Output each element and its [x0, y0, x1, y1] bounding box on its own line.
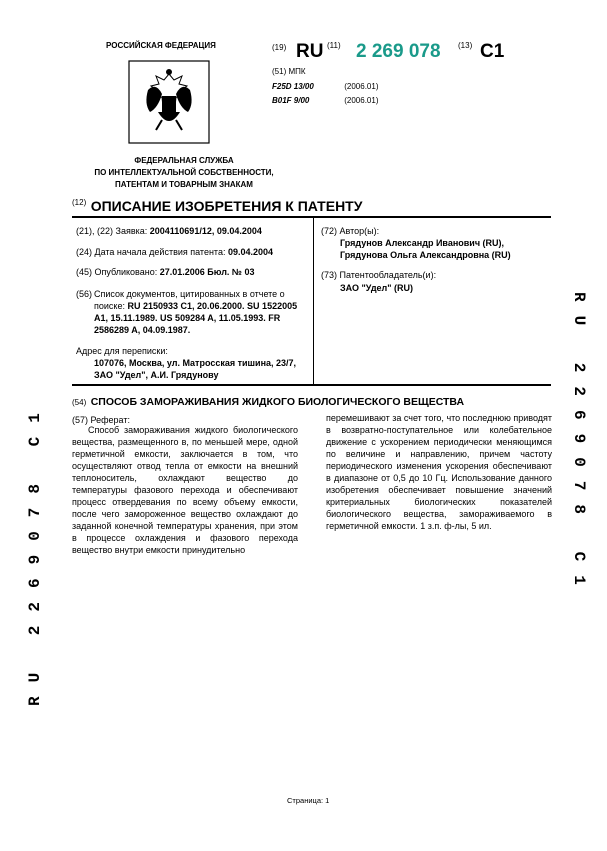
patent-number: 2 269 078 [356, 41, 441, 62]
ipc-label: (51) МПК [272, 67, 306, 76]
field-45-value: 27.01.2006 Бюл. № 03 [159, 267, 255, 277]
invention-title: СПОСОБ ЗАМОРАЖИВАНИЯ ЖИДКОГО БИОЛОГИЧЕСКОГО ВЕЩЕСТВА [90, 396, 465, 408]
field-24 [76, 246, 273, 258]
abstract-left-column: Способ замораживания жидкого биологического вещества, размещенного в, по меньшей мере, одной герметичной емкости, заключается в том, что осуществляют отвод тепла от емкости на внешний теплоноситель, охлаждают вещество до температуры фазового перехода и обеспечивают процесс отвердевания по всему объему емкости, после чего замороженное вещество охлаждают до заданной конечной температуры хранения, при этом в процессе охлаждения и фазового перехода вещество внутри емкости принудительно [72, 425, 298, 555]
field-24-label: (24) Дата начала действия патента: [76, 247, 226, 257]
agency-name [62, 155, 306, 191]
ipc-row-1 [272, 82, 378, 91]
inventor-2: Грядунова Ольга Александровна (RU) [340, 250, 511, 260]
title-divider [72, 216, 551, 218]
biblio-bottom-divider [72, 384, 551, 386]
column-divider [313, 217, 314, 384]
field-56-references: RU 2150933 C1, 20.06.2000. SU 1522005 A1, 15.11.1989. US 509284 A, 11.05.1993. FR 2586289 A, 04.09.1987. [94, 301, 298, 335]
kind-code: C1 [480, 41, 505, 62]
ipc-row-2 [272, 96, 378, 105]
invention-title-row [72, 392, 464, 410]
ipc-version-1: (2006.01) [344, 82, 379, 91]
code-54: (54) [72, 398, 87, 407]
agency-line-2: ПО ИНТЕЛЛЕКТУАЛЬНОЙ СОБСТВЕННОСТИ, [94, 168, 274, 177]
field-56-label: Список документов, цитированных в отчете о поиске: [94, 289, 285, 311]
document-title: ОПИСАНИЕ ИЗОБРЕТЕНИЯ К ПАТЕНТУ [90, 198, 363, 214]
state-emblem [128, 60, 210, 144]
address-line-1: 107076, Москва, ул. Матросская тишина, 23/7, [94, 358, 297, 368]
code-11: (11) [327, 41, 341, 50]
abstract-label: (57) Реферат: [72, 415, 130, 425]
field-21-label: (21), (22) Заявка: [76, 226, 148, 236]
agency-line-1: ФЕДЕРАЛЬНАЯ СЛУЖБА [134, 156, 234, 165]
ipc-class-2: B01F 9/00 [272, 96, 310, 105]
inventor-1: Грядунов Александр Иванович (RU), [340, 238, 505, 248]
agency-line-3: ПАТЕНТАМ И ТОВАРНЫМ ЗНАКАМ [115, 180, 253, 189]
address-label: Адрес для переписки: [76, 346, 168, 356]
field-21-value: 2004110691/12, 09.04.2004 [149, 226, 262, 236]
address-line-2: ЗАО "Удел", А.И. Грядунову [94, 370, 219, 380]
patent-holder: ЗАО "Удел" (RU) [340, 283, 414, 293]
field-56-code: (56) [76, 289, 93, 299]
country-code: RU [296, 41, 324, 62]
ipc-version-2: (2006.01) [344, 96, 379, 105]
code-12: (12) [72, 198, 87, 207]
code-19: (19) [272, 43, 287, 52]
side-mark-right: RU 2269078 C1 [570, 292, 588, 599]
side-mark-left: RU 2269078 C1 [26, 399, 44, 706]
field-45-label: (45) Опубликовано: [76, 267, 158, 277]
field-24-value: 09.04.2004 [227, 247, 274, 257]
field-73-label: (73) Патентообладатель(и): [321, 270, 437, 280]
code-13: (13) [458, 41, 473, 50]
field-72-label: (72) Автор(ы): [321, 226, 380, 236]
field-21 [76, 225, 262, 237]
field-56 [94, 288, 306, 336]
doc-title-row [72, 198, 362, 216]
country-name: РОССИЙСКАЯ ФЕДЕРАЦИЯ [106, 41, 216, 50]
abstract-right-column: перемешивают за счет того, что последнюю приводят в возвратно-поступательное или колебательное движение с ускорением периодически меняющимся по величине и направлению, причем частоту периодического изменения ускорения обеспечивают в диапазоне от 0,5 до 10 Гц. Использование данного изобретения обеспечивает повышение значений критериальных биологических показателей биологического вещества, замораживаемого в герметичной емкости. 1 з.п. ф-лы, 5 ил. [326, 413, 552, 531]
ipc-class-1: F25D 13/00 [272, 82, 314, 91]
page-number: Страница: 1 [287, 796, 330, 805]
field-45 [76, 266, 254, 278]
